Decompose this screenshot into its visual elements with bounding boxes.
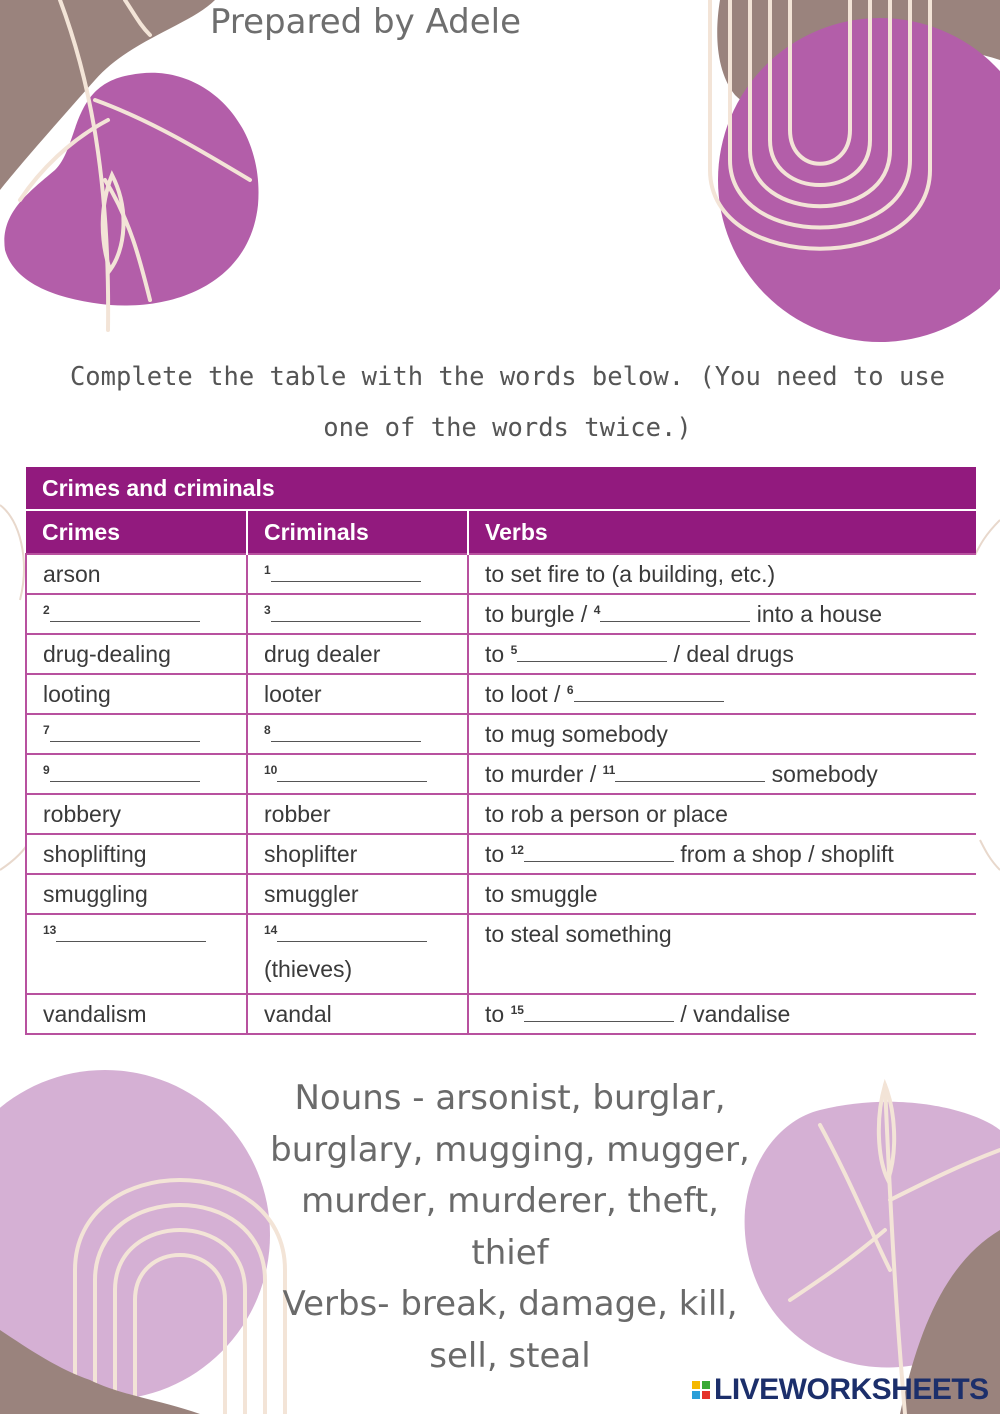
verb-text: to smuggle [485, 880, 598, 907]
verb-text-before: to loot / [485, 680, 567, 707]
verb-text-after: somebody [765, 760, 878, 787]
answer-blank[interactable] [271, 561, 421, 582]
table-row [26, 874, 976, 914]
criminal-text: drug dealer [264, 640, 381, 667]
instructions-line-1: Complete the table with the words below. (You need to use [69, 362, 946, 392]
answer-blank[interactable] [50, 761, 200, 782]
word-bank-verbs-line-2: sell, steal [429, 1335, 591, 1376]
verb-text-after: into a house [750, 600, 883, 627]
word-bank [268, 1073, 752, 1382]
crime-cell [26, 914, 247, 994]
word-bank-nouns-line-2: burglary, mugging, mugger, [270, 1129, 750, 1170]
blank-number: 9 [43, 762, 50, 777]
blank-number: 6 [566, 682, 574, 697]
verb-text-before: to [485, 1000, 511, 1027]
verb-cell [468, 714, 976, 754]
criminal-text: shoplifter [264, 840, 358, 867]
verb-cell [468, 594, 976, 634]
criminal-cell [247, 594, 468, 634]
verb-text-after: / deal drugs [667, 640, 794, 667]
criminal-cell [247, 834, 468, 874]
column-header-criminals: Criminals [247, 510, 468, 554]
crime-cell [26, 874, 247, 914]
blank-number: 4 [593, 602, 601, 617]
column-header-verbs: Verbs [468, 510, 976, 554]
verb-text: to steal something [485, 921, 672, 947]
blank-number: 12 [510, 842, 524, 857]
blank-number: 5 [510, 642, 518, 657]
table-body [26, 554, 976, 1034]
liveworksheets-logo-icon [692, 1381, 710, 1399]
criminal-cell [247, 874, 468, 914]
blank-number: 13 [43, 923, 57, 937]
crime-cell [26, 594, 247, 634]
verb-text-after: from a shop / shoplift [673, 840, 894, 867]
table-row [26, 754, 976, 794]
answer-blank[interactable] [517, 641, 667, 662]
verb-text-before: to [485, 840, 511, 867]
criminal-note: (thieves) [264, 956, 353, 982]
crime-cell [26, 674, 247, 714]
table-title: Crimes and criminals [26, 467, 976, 510]
answer-blank[interactable] [600, 601, 750, 622]
crime-cell [26, 634, 247, 674]
blank-number: 14 [264, 923, 278, 937]
table-row [26, 594, 976, 634]
answer-blank[interactable] [271, 601, 421, 622]
crimes-table [25, 467, 976, 1035]
crime-cell [26, 554, 247, 594]
crime-cell [26, 834, 247, 874]
verb-text-before: to burgle / [485, 600, 594, 627]
verb-cell [468, 874, 976, 914]
criminal-text: smuggler [264, 880, 359, 907]
crime-cell [26, 994, 247, 1034]
crime-text: drug-dealing [43, 640, 171, 667]
criminal-text: looter [264, 680, 322, 707]
answer-blank[interactable] [271, 721, 421, 742]
table-row [26, 794, 976, 834]
criminal-cell [247, 914, 468, 994]
criminal-cell [247, 794, 468, 834]
table-row [26, 994, 976, 1034]
criminal-text: vandal [264, 1000, 332, 1027]
verb-text: to mug somebody [485, 720, 668, 747]
blank-number: 15 [510, 1002, 524, 1017]
crime-text: robbery [43, 800, 121, 827]
blank-number: 1 [264, 562, 271, 577]
verb-cell [468, 754, 976, 794]
crime-cell [26, 794, 247, 834]
liveworksheets-logo-text: LIVEWORKSHEETS [714, 1373, 989, 1406]
word-bank-nouns-line-4: thief [471, 1232, 549, 1273]
crime-text: vandalism [43, 1000, 147, 1027]
criminal-cell [247, 714, 468, 754]
answer-blank[interactable] [56, 921, 206, 942]
verb-text-before: to murder / [485, 760, 603, 787]
blank-number: 10 [264, 762, 278, 777]
liveworksheets-logo [692, 1372, 989, 1408]
criminal-cell [247, 994, 468, 1034]
verb-cell [468, 674, 976, 714]
table-row [26, 674, 976, 714]
answer-blank[interactable] [277, 761, 427, 782]
verb-cell [468, 634, 976, 674]
answer-blank[interactable] [574, 681, 724, 702]
crime-text: looting [43, 680, 111, 707]
verb-text: to set fire to (a building, etc.) [485, 560, 776, 587]
answer-blank[interactable] [524, 841, 674, 862]
verb-cell [468, 554, 976, 594]
blank-number: 11 [602, 762, 616, 777]
criminal-cell [247, 554, 468, 594]
verb-text-after: / vandalise [673, 1000, 791, 1027]
answer-blank[interactable] [615, 761, 765, 782]
verb-cell [468, 794, 976, 834]
verb-cell [468, 994, 976, 1034]
blank-number: 3 [264, 602, 271, 617]
criminal-cell [247, 754, 468, 794]
verb-text-before: to [485, 640, 511, 667]
verb-text: to rob a person or place [485, 800, 728, 827]
criminal-cell [247, 634, 468, 674]
blank-number: 8 [264, 722, 271, 737]
instructions-line-2: one of the words twice.) [323, 413, 692, 443]
word-bank-verbs-line-1: Verbs- break, damage, kill, [282, 1284, 738, 1324]
table-row [26, 714, 976, 754]
answer-blank[interactable] [524, 1001, 674, 1022]
table-row [26, 554, 976, 594]
answer-blank[interactable] [277, 921, 427, 942]
crime-cell [26, 714, 247, 754]
author-credit: Prepared by Adele [210, 2, 522, 42]
crime-text: arson [43, 560, 101, 587]
blank-number: 2 [43, 602, 50, 617]
crime-text: smuggling [43, 880, 148, 907]
table-row [26, 634, 976, 674]
word-bank-nouns-line-3: murder, murderer, theft, [301, 1181, 719, 1221]
blank-number: 7 [43, 722, 50, 737]
word-bank-nouns-line-1: Nouns - arsonist, burglar, [294, 1078, 726, 1118]
instructions [30, 352, 985, 454]
crimes-table-container [25, 467, 976, 1047]
criminal-cell [247, 674, 468, 714]
table-row [26, 834, 976, 874]
answer-blank[interactable] [50, 721, 200, 742]
verb-cell [468, 914, 976, 994]
table-row [26, 914, 976, 994]
column-header-crimes: Crimes [26, 510, 247, 554]
verb-cell [468, 834, 976, 874]
crime-text: shoplifting [43, 840, 147, 867]
criminal-text: robber [264, 800, 331, 827]
crime-cell [26, 754, 247, 794]
answer-blank[interactable] [50, 601, 200, 622]
